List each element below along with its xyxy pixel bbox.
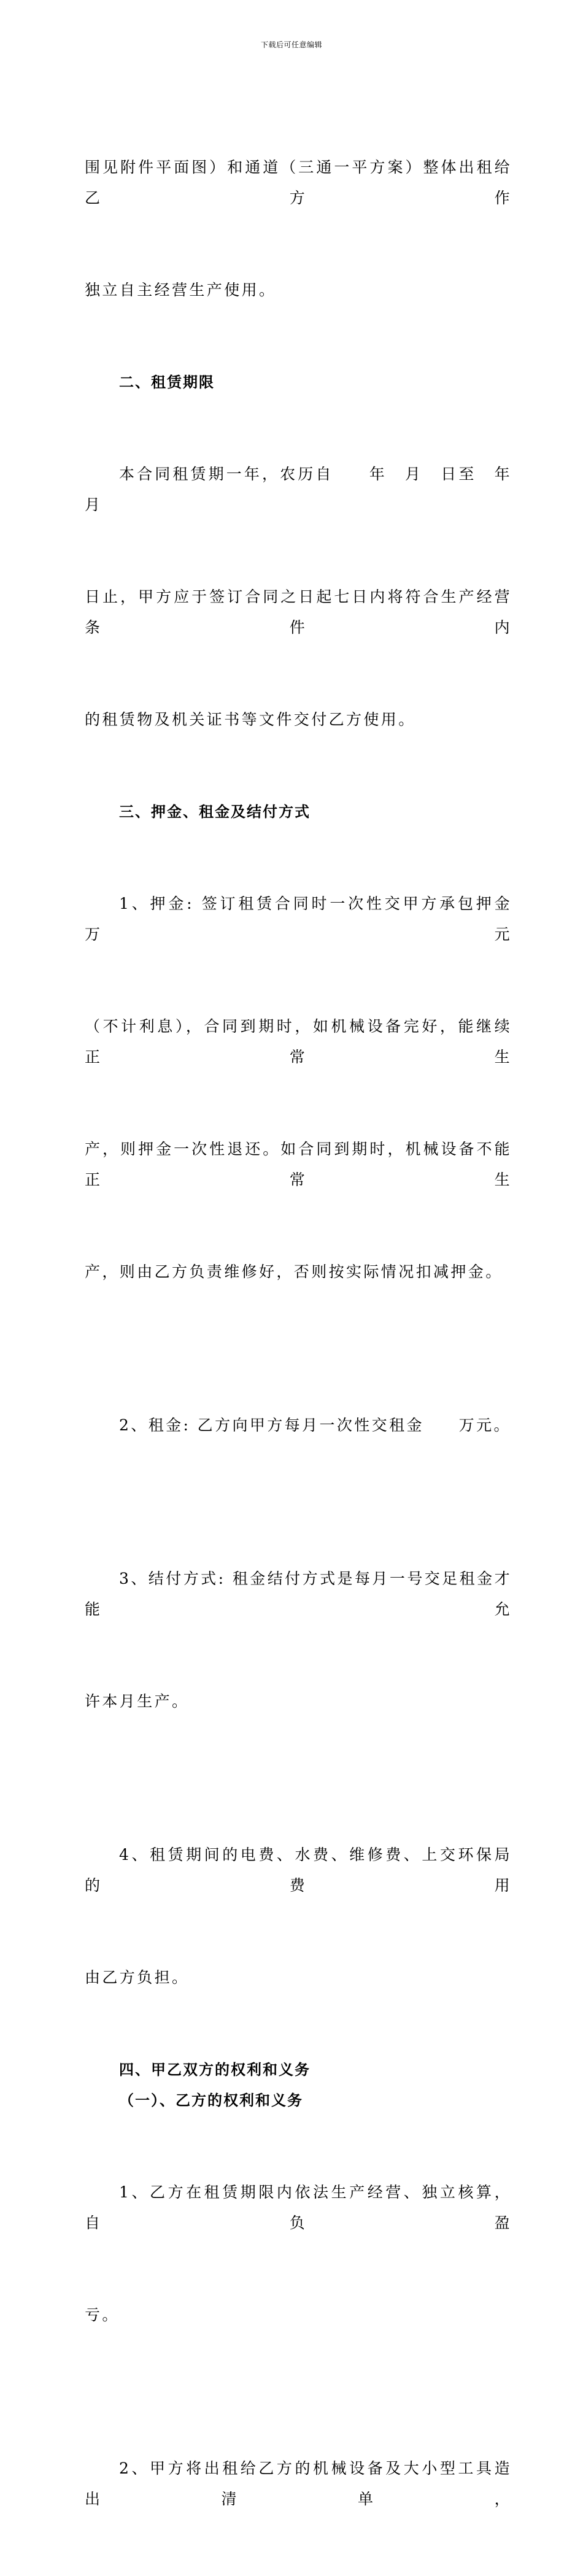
text-line: 的租赁物及机关证书等文件交付乙方使用。 <box>85 711 416 728</box>
section-heading-lease-term: 二、租赁期限 <box>119 374 215 391</box>
page-header-note: 下载后可任意编辑 <box>260 40 322 49</box>
section-heading-deposit-rent: 三、押金、租金及结付方式 <box>119 803 311 820</box>
text-line: 由乙方负担。 <box>85 1969 190 1986</box>
paragraph-rent <box>85 1349 512 1502</box>
text-line: 本合同租赁期一年，农历自 年 月 日至 年 月 <box>85 465 530 514</box>
text-line: 2、甲方将出租给乙方的机械设备及大小型工具造出清单， <box>85 2459 512 2508</box>
text-line: （不计利息），合同到期时，如机械设备完好，能继续正常生 <box>85 1017 512 1066</box>
paragraph-payment-method <box>85 1502 512 1778</box>
text-line: 3、结付方式: 租金结付方式是每月一号交足租金才能允 <box>85 1570 512 1618</box>
text-line: 亏。 <box>85 2306 120 2324</box>
paragraph-lease-term <box>85 398 530 796</box>
text-line: 产，则由乙方负责维修好，否则按实际情况扣减押金。 <box>85 1263 503 1281</box>
text-line: 日止，甲方应于签订合同之日起七日内将符合生产经营条件内 <box>85 588 512 636</box>
paragraph-party-b-operation <box>85 2116 512 2392</box>
text-line: 许本月生产。 <box>85 1692 190 1710</box>
text-line: 4、租赁期间的电费、水费、维修费、上交环保局的费用 <box>85 1846 512 1894</box>
paragraph-utilities <box>85 1778 512 2054</box>
text-line: 产，则押金一次性退还。如合同到期时，机械设备不能正常生 <box>85 1140 512 1189</box>
subsection-heading-party-b: （一）、乙方的权利和义务 <box>119 2092 303 2109</box>
document-body <box>85 91 547 2576</box>
paragraph-deposit <box>85 827 547 1349</box>
text-line: 1、押金: 签订租赁合同时一次性交甲方承包押金 万元 <box>85 895 547 943</box>
paragraph-site-scope <box>85 91 512 367</box>
text-line: 独立自主经营生产使用。 <box>85 281 277 299</box>
text-line: 2、租金: 乙方向甲方每月一次性交租金 万元。 <box>119 1416 511 1434</box>
paragraph-equipment-list <box>85 2392 512 2576</box>
text-line: 围见附件平面图）和通道（三通一平方案）整体出租给乙方作 <box>85 158 512 207</box>
text-line: 1、乙方在租赁期限内依法生产经营、独立核算，自负盈 <box>85 2183 512 2232</box>
section-heading-rights-obligations: 四、甲乙双方的权利和义务 <box>119 2061 311 2078</box>
